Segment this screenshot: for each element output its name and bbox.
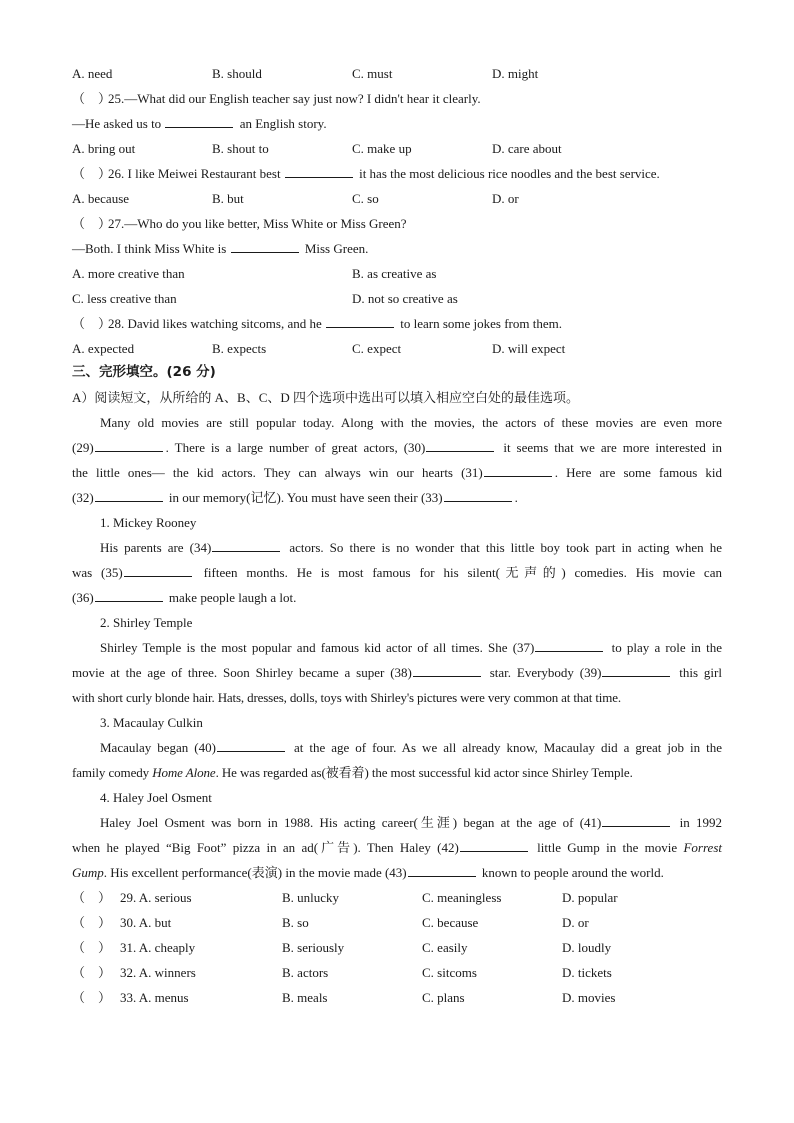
passage-line <box>72 860 722 885</box>
passage-text: at the age of four. As we all already know, Macaulay did a great job in the <box>293 740 723 755</box>
blank-39[interactable] <box>602 662 670 677</box>
passage-text: Macaulay began (40) <box>100 740 216 755</box>
blank-36[interactable] <box>95 587 163 602</box>
blank-33[interactable] <box>444 487 512 502</box>
option-a: A. bring out <box>72 141 136 156</box>
option-b: B. expects <box>212 341 267 356</box>
option-d: D. might <box>492 66 539 81</box>
passage-text: this girl <box>679 665 722 680</box>
passage-text: movie at the age of three. Soon Shirley became a super (38) <box>72 665 412 680</box>
passage-text: . There is a large number of great actors, (30) <box>165 440 426 455</box>
passage-line <box>72 835 722 860</box>
option-d: D. popular <box>562 890 618 905</box>
passage-text: . <box>514 490 518 505</box>
passage-line <box>100 735 722 760</box>
q25-options <box>72 136 722 161</box>
answer-blank[interactable] <box>326 313 394 328</box>
reply-text: —He asked us to <box>72 116 162 131</box>
option-d: D. tickets <box>562 965 612 980</box>
section-title: 三、完形填空。(26 分) <box>72 364 216 380</box>
blank-number: (32) <box>72 490 94 505</box>
passage-text: . He was regarded as(被看着) the most successful kid actor since Shirley Temple. <box>215 765 633 780</box>
cloze-option-row <box>72 985 722 1010</box>
q25-stem <box>72 86 722 111</box>
option-d: D. not so creative as <box>352 291 458 306</box>
passage-text: was (35) <box>72 565 123 580</box>
passage-text: family comedy <box>72 765 150 780</box>
option-c: C. easily <box>422 940 468 955</box>
option-a: 31. A. cheaply <box>120 940 196 955</box>
passage-text: known to people around the world. <box>481 865 664 880</box>
blank-35[interactable] <box>124 562 192 577</box>
q27-options-ab <box>72 261 722 286</box>
passage-text: star. Everybody (39) <box>489 665 602 680</box>
question-text: it has the most delicious rice noodles and the best service. <box>359 166 660 181</box>
answer-blank[interactable] <box>231 238 299 253</box>
blank-number: (36) <box>72 590 94 605</box>
passage-line <box>72 460 722 485</box>
blank-32[interactable] <box>95 487 163 502</box>
passage-line <box>72 760 722 785</box>
answer-paren[interactable]: （ ） <box>72 316 112 331</box>
option-b: B. so <box>282 915 309 930</box>
cloze-option-row <box>72 910 722 935</box>
q25-reply <box>72 111 722 136</box>
blank-number: (29) <box>72 440 94 455</box>
answer-paren[interactable]: （ ） <box>72 91 112 106</box>
answer-paren[interactable]: （ ） <box>72 216 112 231</box>
passage-line <box>100 635 722 660</box>
option-a: 29. A. serious <box>120 890 192 905</box>
option-c: C. less creative than <box>72 291 177 306</box>
passage-text: little Gump in the movie <box>537 840 678 855</box>
option-b: B. meals <box>282 990 328 1005</box>
passage-line <box>72 585 722 610</box>
passage-text: . His excellent performance(表演) in the movie made (43) <box>103 865 407 880</box>
passage-text: fifteen months. He is most famous for his silent(无声的) comedies. His movie can <box>203 565 722 580</box>
reply-text: an English story. <box>239 116 327 131</box>
answer-paren[interactable]: （ ） <box>72 890 112 905</box>
q27-reply <box>72 236 722 261</box>
passage-line <box>72 485 722 510</box>
option-b: B. seriously <box>282 940 345 955</box>
passage-text: when he played “Big Foot” pizza in an ad(广告). Then Haley (42) <box>72 840 459 855</box>
question-text: 27.—Who do you like better, Miss White or Miss Green? <box>108 216 407 231</box>
option-a: A. because <box>72 191 130 206</box>
blank-29[interactable] <box>95 437 163 452</box>
option-b: B. actors <box>282 965 329 980</box>
answer-paren[interactable]: （ ） <box>72 940 112 955</box>
answer-blank[interactable] <box>165 113 233 128</box>
passage-text: make people laugh a lot. <box>168 590 297 605</box>
q26-stem <box>72 161 722 186</box>
cloze-option-row <box>72 960 722 985</box>
option-d: D. care about <box>492 141 562 156</box>
question-text: 25.—What did our English teacher say just now? I didn't hear it clearly. <box>108 91 481 106</box>
option-d: D. will expect <box>492 341 566 356</box>
passage-text: to play a role in the <box>611 640 723 655</box>
answer-blank[interactable] <box>285 163 353 178</box>
option-b: B. should <box>212 66 262 81</box>
passage-line: Many old movies are still popular today. Along with the movies, the actors of these movies are even more <box>100 415 722 430</box>
blank-38[interactable] <box>413 662 481 677</box>
passage-text: Haley Joel Osment was born in 1988. His acting career(生涯) began at the age of (41) <box>100 815 602 830</box>
q26-options <box>72 186 722 211</box>
passage-text: it seems that we are more interested in <box>503 440 722 455</box>
q24-options <box>72 61 722 86</box>
blank-43[interactable] <box>408 862 476 877</box>
movie-title: Gump <box>72 865 104 880</box>
blank-41[interactable] <box>602 812 670 827</box>
answer-paren[interactable]: （ ） <box>72 166 112 181</box>
blank-34[interactable] <box>212 537 280 552</box>
subheading: 3. Macaulay Culkin <box>100 715 203 730</box>
option-d: D. or <box>562 915 589 930</box>
option-b: B. shout to <box>212 141 269 156</box>
option-c: C. make up <box>352 141 412 156</box>
option-a: A. expected <box>72 341 135 356</box>
cloze-option-row <box>72 935 722 960</box>
subheading: 1. Mickey Rooney <box>100 515 197 530</box>
subheading: 4. Haley Joel Osment <box>100 790 212 805</box>
movie-title: Home Alone <box>152 765 216 780</box>
movie-title: Forrest <box>683 840 723 855</box>
answer-paren[interactable]: （ ） <box>72 965 112 980</box>
blank-31[interactable] <box>484 462 552 477</box>
cloze-option-row <box>72 885 722 910</box>
option-a: A. more creative than <box>72 266 185 281</box>
blank-40[interactable] <box>217 737 285 752</box>
question-text: to learn some jokes from them. <box>400 316 562 331</box>
option-b: B. but <box>212 191 244 206</box>
section-instruction: A）阅读短文，从所给的 A、B、C、D 四个选项中选出可以填入相应空白处的最佳选项。 <box>72 390 580 405</box>
reply-text: Miss Green. <box>304 241 369 256</box>
passage-text: Shirley Temple is the most popular and famous kid actor of all times. She (37) <box>100 640 535 655</box>
answer-paren[interactable]: （ ） <box>72 915 112 930</box>
option-a: A. need <box>72 66 113 81</box>
question-text: 26. I like Meiwei Restaurant best <box>108 166 281 181</box>
blank-30[interactable] <box>426 437 494 452</box>
q28-stem <box>72 311 722 336</box>
answer-paren[interactable]: （ ） <box>72 990 112 1005</box>
blank-37[interactable] <box>535 637 603 652</box>
passage-line <box>72 435 722 460</box>
option-b: B. unlucky <box>282 890 340 905</box>
option-c: C. plans <box>422 990 465 1005</box>
question-text: 28. David likes watching sitcoms, and he <box>108 316 322 331</box>
passage-line <box>100 535 722 560</box>
option-c: C. sitcoms <box>422 965 477 980</box>
passage-text: actors. So there is no wonder that this little boy took part in acting when he <box>289 540 722 555</box>
passage-text: in our memory(记忆). You must have seen their (33) <box>168 490 443 505</box>
passage-line <box>72 660 722 685</box>
option-a: 33. A. menus <box>120 990 189 1005</box>
option-d: D. or <box>492 191 519 206</box>
passage-text: His parents are (34) <box>100 540 212 555</box>
option-a: 30. A. but <box>120 915 172 930</box>
option-a: 32. A. winners <box>120 965 196 980</box>
q27-options-cd <box>72 286 722 311</box>
option-c: C. meaningless <box>422 890 502 905</box>
option-c: C. so <box>352 191 379 206</box>
passage-line <box>72 560 722 585</box>
passage-line <box>100 810 722 835</box>
option-c: C. expect <box>352 341 402 356</box>
option-d: D. movies <box>562 990 616 1005</box>
passage-line: with short curly blonde hair. Hats, dresses, dolls, toys with Shirley's pictures were very common at that time. <box>72 690 621 705</box>
passage-text: . Here are some famous kid <box>554 465 723 480</box>
subheading: 2. Shirley Temple <box>100 615 193 630</box>
passage-text: the little ones— the kid actors. They can always win our hearts (31) <box>72 465 483 480</box>
q27-stem <box>72 211 722 236</box>
option-c: C. must <box>352 66 393 81</box>
passage-text: in 1992 <box>679 815 723 830</box>
blank-42[interactable] <box>460 837 528 852</box>
option-b: B. as creative as <box>352 266 437 281</box>
reply-text: —Both. I think Miss White is <box>72 241 227 256</box>
q28-options <box>72 336 722 361</box>
option-d: D. loudly <box>562 940 612 955</box>
option-c: C. because <box>422 915 479 930</box>
